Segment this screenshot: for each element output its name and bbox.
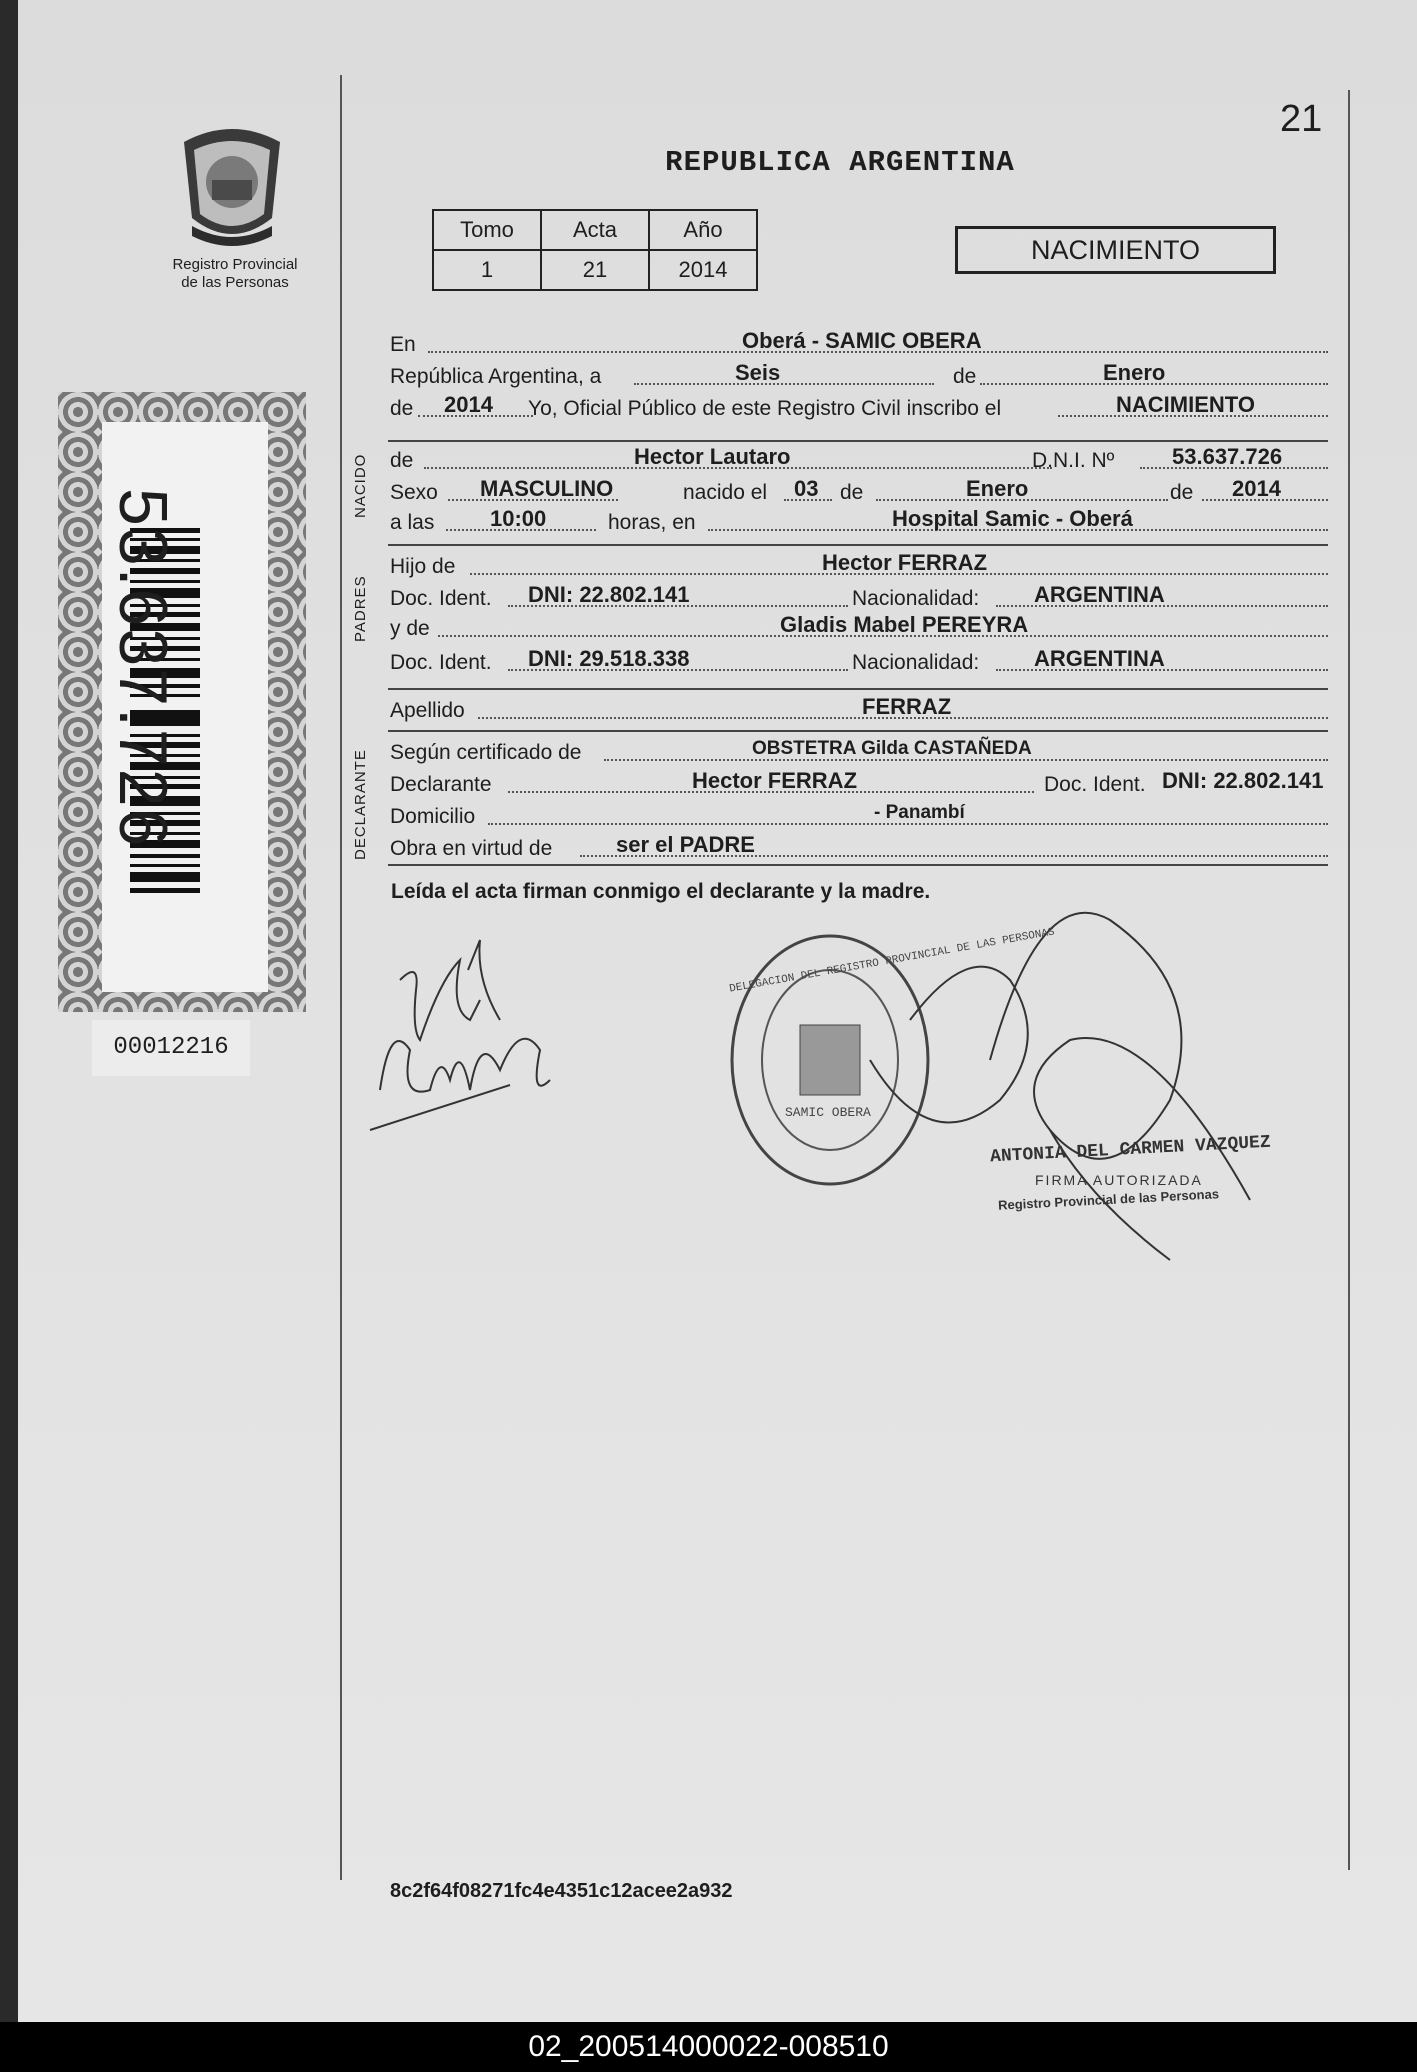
document-hash: 8c2f64f08271fc4e4351c12acee2a932	[390, 1880, 733, 1902]
seal-inner-text: SAMIC OBERA	[785, 1105, 871, 1120]
label-de: de	[1170, 481, 1194, 504]
table-value-tomo: 1	[433, 250, 541, 290]
label-en: En	[390, 333, 416, 356]
label-horas-en: horas, en	[608, 511, 696, 534]
value-father-doc: DNI: 22.802.141	[528, 582, 690, 607]
value-child-dni: 53.637.726	[1172, 444, 1283, 469]
label-de: de	[953, 365, 977, 388]
label-declarante: Declarante	[390, 773, 492, 796]
official-name: ANTONIA DEL CARMEN VAZQUEZ	[989, 1132, 1272, 1168]
label-doc-ident: Doc. Ident.	[1044, 773, 1146, 796]
section-divider	[388, 688, 1328, 690]
value-domicilio: - Panambí	[874, 802, 965, 823]
dotted-line	[634, 383, 934, 385]
value-year: 2014	[444, 392, 493, 417]
label-de-year: de	[390, 397, 414, 420]
value-sexo: MASCULINO	[480, 476, 614, 501]
page-number: 21	[1280, 98, 1323, 140]
official-org: Registro Provincial de las Personas	[997, 1186, 1220, 1213]
value-obra: ser el PADRE	[616, 832, 755, 857]
value-apellido: FERRAZ	[862, 694, 952, 719]
label-doc-ident: Doc. Ident.	[390, 587, 492, 610]
value-mother-doc: DNI: 29.518.338	[528, 646, 690, 671]
margin-line-left	[340, 75, 342, 1880]
section-label-nacido: NACIDO	[352, 453, 369, 518]
label-dni: D.N.I. Nº	[1032, 449, 1115, 472]
value-child-name: Hector Lautaro	[634, 444, 791, 469]
label-obra-en-virtud: Obra en virtud de	[390, 837, 553, 860]
label-apellido: Apellido	[390, 699, 465, 722]
closing-statement: Leída el acta firman conmigo el declarante y la madre.	[391, 880, 931, 903]
value-place: Oberá - SAMIC OBERA	[742, 328, 982, 353]
label-doc-ident: Doc. Ident.	[390, 651, 492, 674]
official-title: FIRMA AUTORIZADA	[1035, 1172, 1203, 1188]
label-republica: República Argentina, a	[390, 365, 602, 388]
section-divider	[388, 544, 1328, 546]
value-birth-time: 10:00	[490, 506, 547, 531]
label-sexo: Sexo	[390, 481, 438, 504]
label-nacionalidad: Nacionalidad:	[852, 651, 980, 674]
value-certificado: OBSTETRA Gilda CASTAÑEDA	[752, 738, 1032, 759]
value-month: Enero	[1103, 360, 1166, 385]
section-divider	[388, 730, 1328, 732]
label-segun-certificado: Según certificado de	[390, 741, 582, 764]
label-domicilio: Domicilio	[390, 805, 476, 828]
table-header-acta: Acta	[541, 210, 649, 250]
label-name: de	[390, 449, 414, 472]
value-birth-year: 2014	[1232, 476, 1281, 501]
control-number: 00012216	[92, 1020, 250, 1076]
value-mother-name: Gladis Mabel PEREYRA	[780, 612, 1029, 637]
value-mother-nationality: ARGENTINA	[1034, 646, 1165, 671]
act-type-box: NACIMIENTO	[955, 226, 1276, 274]
label-a-las: a las	[390, 511, 435, 534]
section-label-declarante: DECLARANTE	[352, 749, 369, 860]
sticker-id-number: 53.637.726	[105, 488, 181, 849]
value-declarante: Hector FERRAZ	[692, 768, 858, 793]
section-divider	[388, 864, 1328, 866]
label-oficial: Yo, Oficial Público de este Registro Civil inscribo el	[528, 397, 1002, 420]
value-birth-day: 03	[794, 476, 819, 501]
section-label-padres: PADRES	[352, 575, 369, 642]
registry-name	[150, 256, 320, 292]
label-nacionalidad: Nacionalidad:	[852, 587, 980, 610]
registry-name-line2: de las Personas	[181, 274, 289, 291]
record-table	[432, 209, 758, 291]
table-value-acta: 21	[541, 250, 649, 290]
scan-left-edge	[0, 0, 18, 2022]
provincial-registry-logo	[172, 122, 292, 252]
value-birth-month: Enero	[966, 476, 1029, 501]
value-father-name: Hector FERRAZ	[822, 550, 988, 575]
registry-name-line1: Registro Provincial	[172, 256, 298, 273]
label-de: de	[840, 481, 864, 504]
table-header-tomo: Tomo	[433, 210, 541, 250]
document-title: REPUBLICA ARGENTINA	[665, 146, 1015, 179]
scan-id-bar: 02_200514000022-008510	[0, 2022, 1417, 2072]
value-day: Seis	[735, 360, 781, 385]
table-value-ano: 2014	[649, 250, 757, 290]
value-declarante-doc: DNI: 22.802.141	[1162, 768, 1324, 793]
value-birth-place: Hospital Samic - Oberá	[892, 506, 1133, 531]
value-act-kind: NACIMIENTO	[1116, 392, 1255, 417]
seal-ring-text: DELEGACION DEL REGISTRO PROVINCIAL DE LAS PERSONAS	[728, 926, 1056, 996]
table-header-ano: Año	[649, 210, 757, 250]
label-y-de: y de	[390, 617, 430, 640]
value-father-nationality: ARGENTINA	[1034, 582, 1165, 607]
label-nacido-el: nacido el	[683, 481, 768, 504]
label-hijo-de: Hijo de	[390, 555, 456, 578]
